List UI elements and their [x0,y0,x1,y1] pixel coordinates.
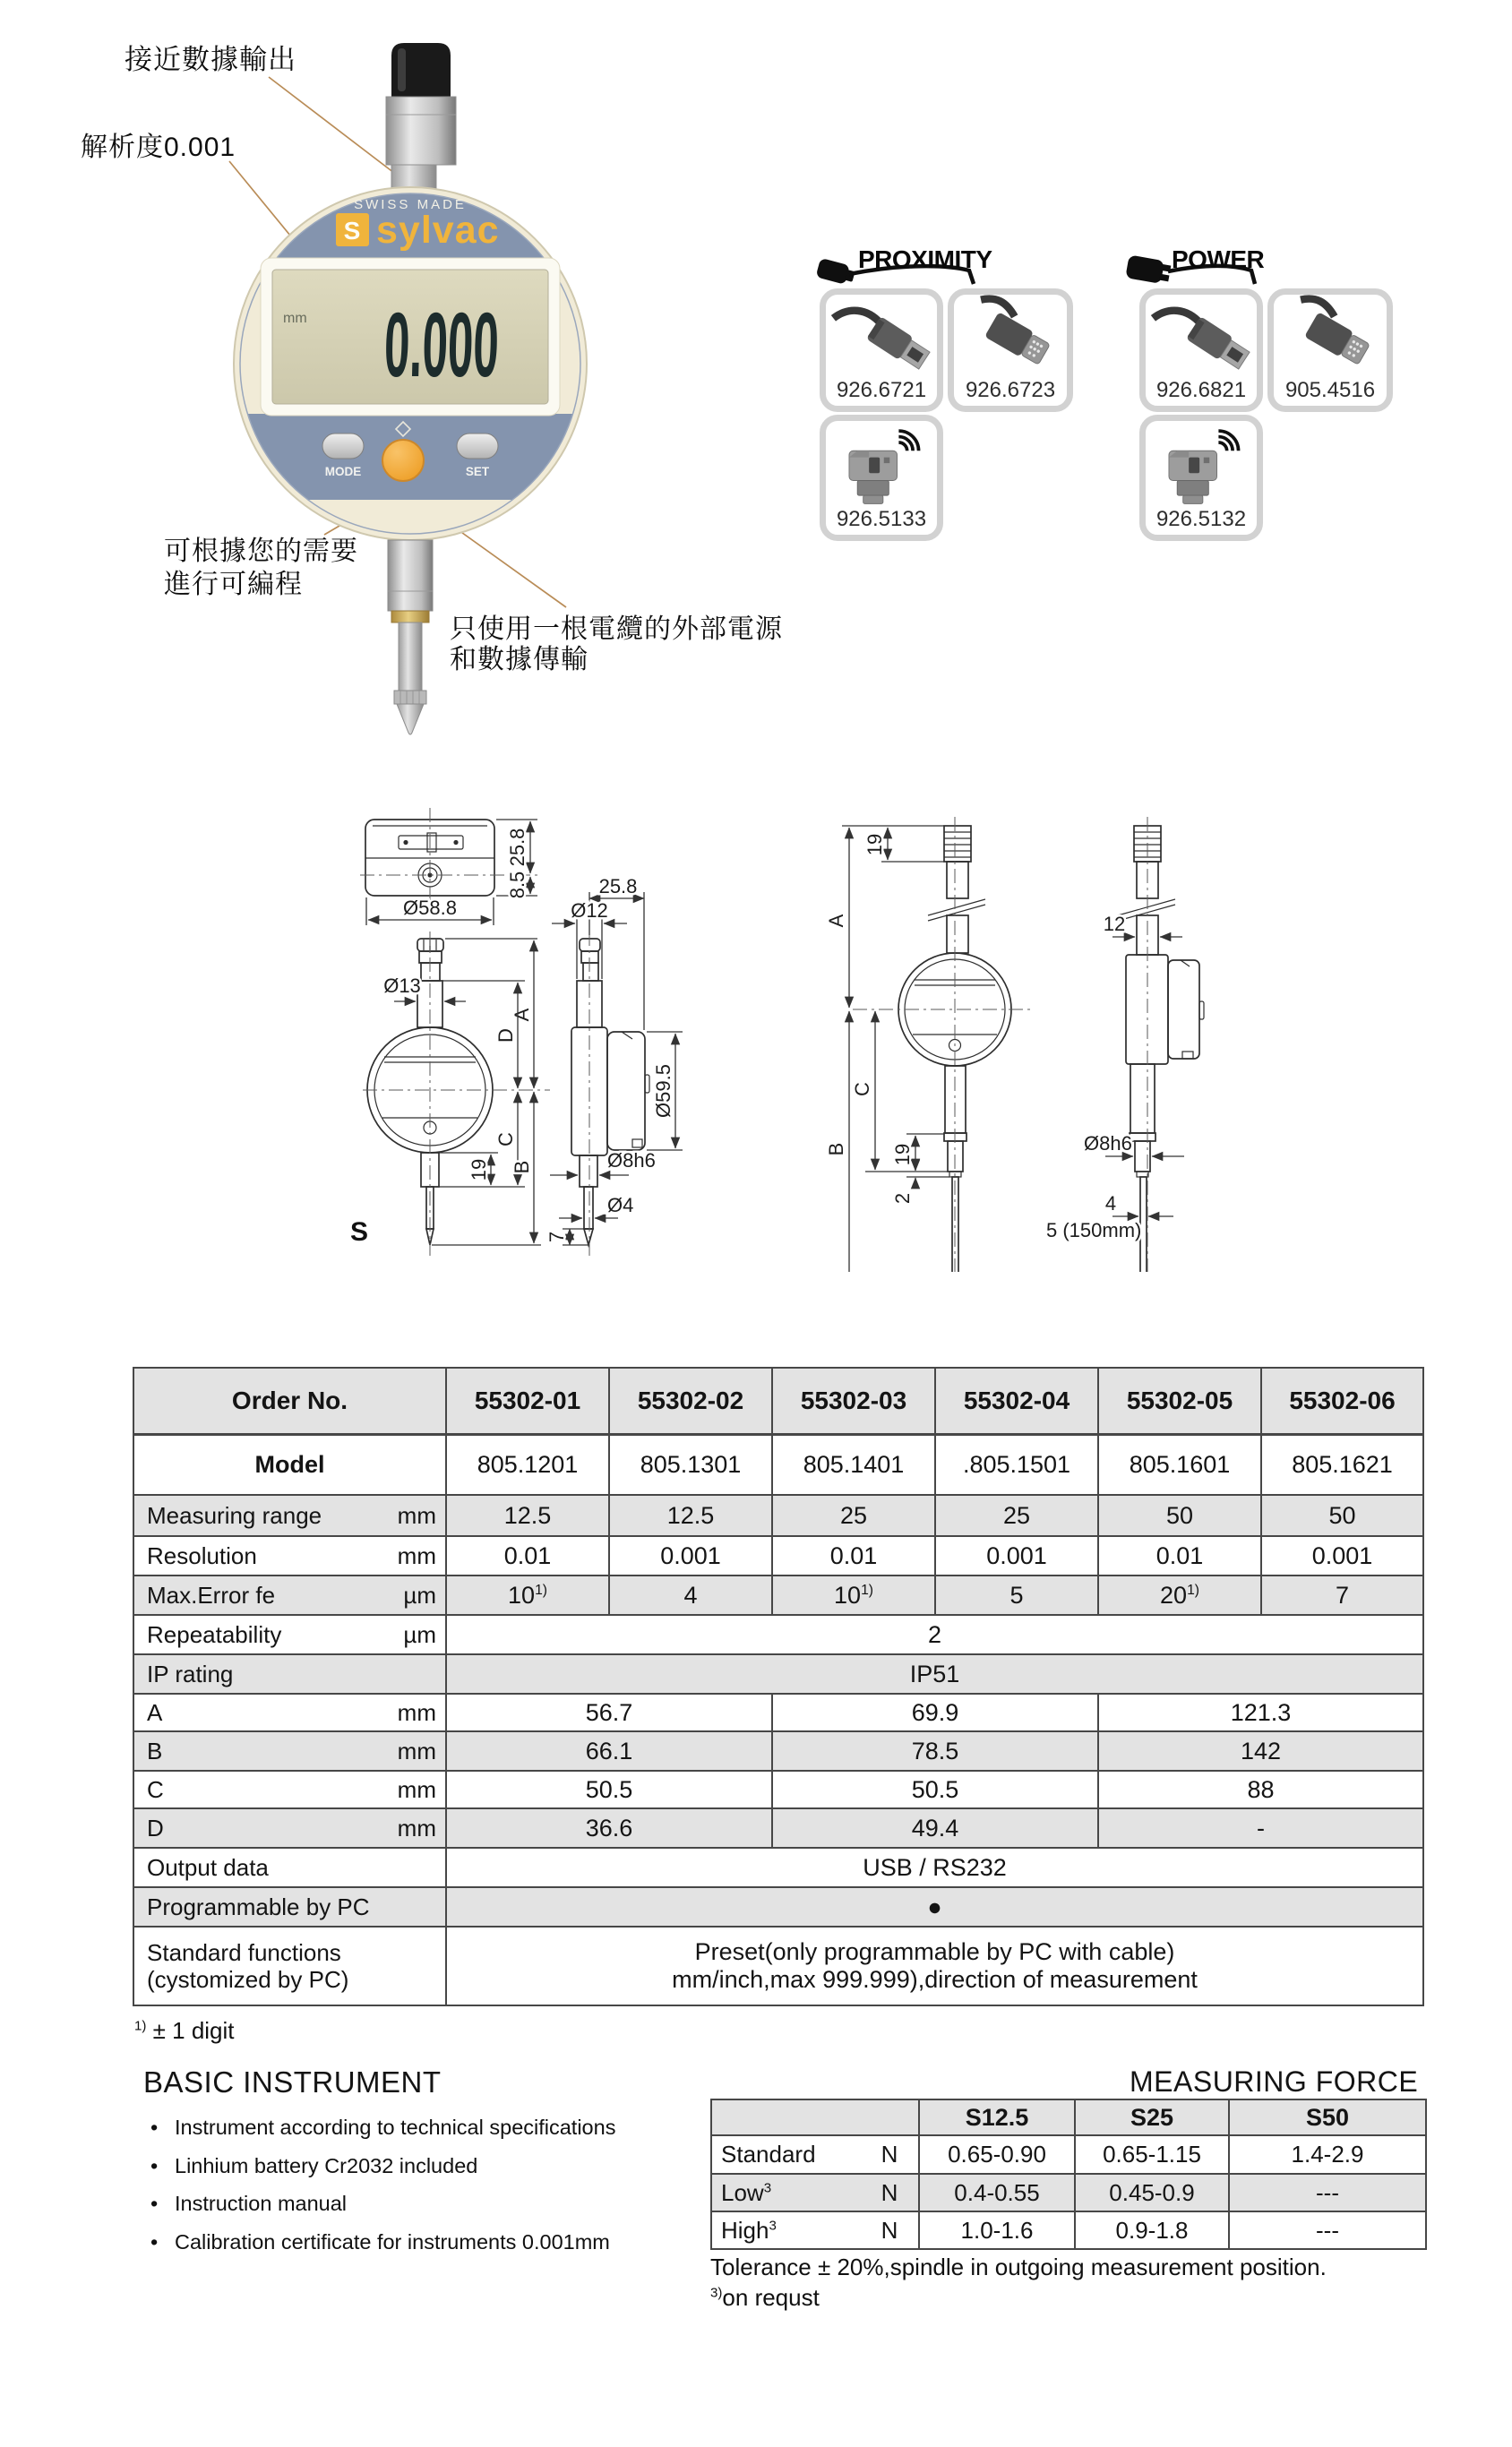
spec-cell [1098,1694,1423,1731]
note2-sup: 3) [710,2285,723,2301]
spec-cell-value: IP51 [909,1660,960,1687]
part-number: 926.6721 [836,378,927,402]
footnote-text: ± 1 digit [146,2017,235,2044]
drawing-top-view [360,808,537,925]
basic-instrument-title: BASIC INSTRUMENT [143,2065,442,2099]
spec-footnote [134,2017,235,2045]
measuring-force-title: MEASURING FORCE [1130,2065,1419,2098]
dim-label: D [494,1028,517,1043]
dim-label: Ø59.5 [652,1064,674,1118]
spec-cell-value: 88 [1247,1775,1275,1803]
sylvac-logo [336,209,500,252]
row-label-text: Programmable by PC [147,1893,370,1920]
usb-connector-image [1146,295,1257,379]
spec-cell [446,1654,1423,1694]
mf-unit-cell: N [861,2135,919,2174]
technical-drawings [296,797,1272,1272]
spec-cell [609,1536,772,1576]
mf-unit-cell: N [861,2174,919,2211]
dim-label: 5 (150mm) [1046,1219,1142,1241]
model-value: 805.1201 [446,1434,609,1495]
table-row [133,1434,1423,1495]
sylvac-logo-text: sylvac [376,209,500,252]
mf-row-label-sup: 3 [769,2217,777,2233]
list-item [150,2116,615,2140]
table-row [133,1694,1423,1731]
dim-label: 19 [891,1143,914,1166]
spec-row-label [133,1694,446,1731]
list-item-text: • Instruction manual [175,2192,348,2215]
spec-cell [446,1536,609,1576]
annotation-resolution: 解析度0.001 [81,133,236,162]
mf-col-header: S12.5 [919,2099,1075,2135]
order-no-value: 55302-03 [772,1368,935,1434]
dim-label: 8.5 [506,871,528,899]
spec-row-label [133,1654,446,1694]
row-label-text: Repeatability [147,1621,282,1648]
spec-cell-value: 2 [927,1620,942,1648]
row-unit: mm [397,1542,436,1569]
table-row [133,1495,1423,1536]
spec-row-label [133,1887,446,1927]
spec-cell-value: 10 [834,1581,862,1609]
spec-cell-sup: 1) [535,1582,547,1598]
mf-corner-cell [711,2099,919,2135]
spec-cell-value: 25 [839,1501,868,1529]
rs232-connector-image [1275,295,1386,379]
footnote-sup: 1) [134,2018,147,2034]
dim-label: 19 [863,833,886,856]
list-item-text: • Linhium battery Cr2032 included [175,2153,478,2177]
spec-cell [446,1615,1423,1654]
annotation-programmable [164,535,358,601]
dim-label: Ø58.8 [403,897,457,919]
dim-label: 7 [546,1231,568,1243]
part-number: 905.4516 [1284,378,1376,402]
device-face [233,187,588,540]
table-row [133,1848,1423,1887]
row-label-text: Measuring range [147,1502,322,1529]
table-row [133,1536,1423,1576]
spec-cell [446,1694,772,1731]
spec-cell [446,1887,1423,1927]
spec-cell-value: 50.5 [911,1775,959,1803]
row-label-text: D [147,1815,164,1842]
spec-cell-value2: mm/inch,max 999.999),direction of measurement [672,1966,1198,1993]
cable-card-926-6721 [820,288,943,412]
spec-row-label [133,1615,446,1654]
row-label-text: Output data [147,1854,269,1881]
spec-cell [772,1576,935,1615]
spec-cell-value: 12.5 [503,1501,552,1529]
part-number: 926.5133 [836,507,927,531]
dim-label: C [494,1132,517,1146]
spec-cell-value: 12.5 [666,1501,715,1529]
row-label-text: Resolution [147,1542,257,1569]
dim-label: C [851,1082,873,1096]
annotation-programmable-line1: 可根據您的需要 [164,537,358,566]
drawing-front-view-long [825,817,1032,1272]
measuring-force-note2 [710,2284,820,2312]
usb-connector-image [826,295,937,379]
order-no-header: Order No. [133,1368,446,1434]
spec-cell-value: USB / RS232 [863,1853,1007,1881]
spec-row-label [133,1731,446,1771]
model-value: .805.1501 [935,1434,1098,1495]
part-number: 926.6723 [965,378,1056,402]
spec-cell [446,1771,772,1808]
row-label-text: B [147,1738,163,1764]
annotation-cable [450,614,783,675]
spec-cell-value: 50 [1328,1501,1356,1529]
spec-cell [1098,1731,1423,1771]
spec-cell [609,1495,772,1536]
table-row [133,1771,1423,1808]
basic-instrument-list [150,2116,615,2268]
spec-cell [772,1808,1098,1848]
cable-card-926-5133 [820,415,943,541]
spec-cell-value: 69.9 [911,1698,959,1726]
spec-cell [1098,1576,1261,1615]
dim-label: Ø4 [607,1194,634,1216]
mf-row-label [711,2211,861,2249]
mf-value-cell: 1.4-2.9 [1229,2135,1426,2174]
mf-value-cell: 0.65-0.90 [919,2135,1075,2174]
spec-cell [772,1694,1098,1731]
spec-cell-value: 4 [683,1581,698,1609]
spec-cell-value: 49.4 [911,1814,959,1842]
table-row [711,2174,1426,2211]
dim-label: Ø12 [571,899,608,922]
wireless-transmitter-image [826,421,937,508]
table-row [133,1576,1423,1615]
row-unit: µm [403,1621,436,1648]
annotation-cable-line2: 和數據傳輸 [450,645,588,674]
model-header: Model [133,1434,446,1495]
list-item [150,2230,615,2254]
spec-cell [1261,1495,1423,1536]
mf-row-label-text: High [721,2216,769,2244]
dim-label: 25.8 [598,875,638,897]
rs232-connector-image [955,295,1066,379]
dim-label: Ø8h6 [607,1149,656,1172]
spec-cell-value: Preset(only programmable by PC with cable) [694,1938,1175,1965]
drawing-side-view-long [1046,817,1204,1272]
row-label-text: Max.Error fe [147,1582,276,1609]
spec-cell [935,1495,1098,1536]
spec-cell [446,1927,1423,2005]
lcd-unit: mm [283,311,307,326]
part-number: 926.6821 [1155,378,1247,402]
dim-label: 25.8 [506,828,528,867]
spec-cell-value: 10 [508,1581,536,1609]
row-unit: mm [397,1776,436,1803]
row-label-text2: (cystomized by PC) [147,1966,349,1993]
spec-cell [935,1536,1098,1576]
mode-button-label: MODE [324,465,362,478]
order-no-value: 55302-02 [609,1368,772,1434]
drawing-front-view-s [350,932,550,1256]
order-no-value: 55302-05 [1098,1368,1261,1434]
lcd-value: 0.000 [382,294,501,397]
spec-cell-value: 0.001 [1311,1541,1373,1569]
device-spindle [388,540,433,734]
spec-cell-value: 36.6 [585,1814,633,1842]
spec-cell-sup: 1) [861,1582,873,1598]
row-unit: mm [397,1502,436,1529]
mf-value-cell: 0.65-1.15 [1075,2135,1229,2174]
dim-label: 19 [468,1158,490,1181]
table-row [133,1731,1423,1771]
model-value: 805.1621 [1261,1434,1423,1495]
spec-cell-value: 56.7 [585,1698,633,1726]
spec-cell [446,1848,1423,1887]
spec-cell-value: 7 [1335,1581,1350,1609]
dim-label: 12 [1103,913,1126,935]
cable-card-926-6821 [1139,288,1263,412]
model-value: 805.1301 [609,1434,772,1495]
spec-cell-value: 0.01 [1155,1541,1204,1569]
wireless-transmitter-image [1146,421,1257,508]
table-row [711,2135,1426,2174]
spec-row-label [133,1536,446,1576]
power-title: POWER [1172,245,1265,273]
spec-cell-value: 20 [1160,1581,1188,1609]
spec-cell-value: 0.001 [660,1541,721,1569]
spec-cell [1261,1576,1423,1615]
spec-cell-value: 0.01 [503,1541,552,1569]
spec-row-label [133,1771,446,1808]
row-unit: µm [403,1582,436,1609]
spec-cell [935,1576,1098,1615]
annotation-data-output: 接近數據輸出 [125,44,296,75]
spec-cell-value: 25 [1002,1501,1031,1529]
spec-cell [1261,1536,1423,1576]
spec-cell [446,1576,609,1615]
row-unit: mm [397,1699,436,1726]
list-item-text: • Calibration certificate for instruments 0.001mm [175,2229,610,2254]
mf-col-header: S50 [1229,2099,1426,2135]
spec-cell-sup: 1) [1187,1582,1199,1598]
spec-cell-value: - [1257,1814,1265,1842]
cable-card-905-4516 [1267,288,1393,412]
mf-value-cell: --- [1229,2174,1426,2211]
row-label-text: C [147,1776,164,1803]
mf-value-cell: 0.4-0.55 [919,2174,1075,2211]
device-top-cap [386,43,456,192]
table-row [133,1654,1423,1694]
spec-cell [446,1731,772,1771]
annotation-cable-line1: 只使用一根電纜的外部電源 [450,614,783,644]
spec-row-label [133,1848,446,1887]
mf-value-cell: 0.9-1.8 [1075,2211,1229,2249]
dim-label: Ø13 [383,975,421,997]
spec-cell [772,1495,935,1536]
mf-unit-cell: N [861,2211,919,2249]
table-row [133,1615,1423,1654]
spec-cell-value: 50.5 [585,1775,633,1803]
table-row [711,2211,1426,2249]
cable-card-926-5132 [1139,415,1263,541]
order-no-value: 55302-04 [935,1368,1098,1434]
mf-row-label-sup: 3 [763,2179,772,2195]
dim-label: 2 [891,1192,914,1205]
dim-label: B [825,1142,847,1156]
list-item [150,2154,615,2178]
part-number: 926.5132 [1155,507,1247,531]
list-item-text: • Instrument according to technical specifications [175,2116,616,2139]
table-row [133,1927,1423,2005]
proximity-title: PROXIMITY [858,245,992,273]
spec-cell [1098,1536,1261,1576]
spec-cell-value: 0.01 [829,1541,878,1569]
sylvac-logo-initial: S [343,217,361,245]
set-button-label: SET [465,465,490,478]
table-row [133,1887,1423,1927]
order-no-value: 55302-01 [446,1368,609,1434]
row-unit: mm [397,1738,436,1764]
mf-value-cell: 0.45-0.9 [1075,2174,1229,2211]
dim-label: 4 [1104,1192,1117,1215]
mf-col-header: S25 [1075,2099,1229,2135]
spec-cell-value: ● [927,1893,942,1920]
spec-row-label [133,1808,446,1848]
spec-cell-value: 66.1 [585,1737,633,1764]
spec-cell-value: 5 [1009,1581,1024,1609]
spec-cell [1098,1495,1261,1536]
list-item [150,2192,615,2216]
spec-cell [446,1495,609,1536]
spec-row-label [133,1576,446,1615]
spec-table [133,1367,1424,2006]
model-value: 805.1401 [772,1434,935,1495]
table-row [133,1368,1423,1434]
cable-card-926-6723 [948,288,1073,412]
table-row [711,2099,1426,2135]
swiss-made-label: SWISS MADE [354,197,467,212]
spec-cell [609,1576,772,1615]
table-row [133,1808,1423,1848]
note2-text: on requst [722,2284,820,2311]
measuring-force-note1: Tolerance ± 20%,spindle in outgoing measurement position. [710,2254,1327,2280]
spec-cell-value: 0.001 [986,1541,1047,1569]
dim-label: A [511,1008,533,1022]
row-label-text: IP rating [147,1661,234,1687]
spec-row-label [133,1495,446,1536]
dim-label: B [511,1160,533,1174]
spec-cell [772,1731,1098,1771]
drawing-side-view-s [546,875,683,1256]
dim-label: A [825,914,847,928]
spec-cell [1098,1808,1423,1848]
mf-row-label-text: Low [721,2178,764,2206]
order-no-value: 55302-06 [1261,1368,1423,1434]
mf-row-label [711,2174,861,2211]
mf-value-cell: 1.0-1.6 [919,2211,1075,2249]
spec-row-label [133,1927,446,2005]
variant-label: S [350,1217,369,1247]
mf-row-label [711,2135,861,2174]
row-label-text: A [147,1699,163,1726]
spec-cell [446,1808,772,1848]
spec-cell-value: 121.3 [1230,1698,1292,1726]
mode-button [322,434,364,478]
mf-row-label-text: Standard [721,2141,816,2168]
annotation-programmable-line2: 進行可編程 [164,570,303,599]
spec-cell [772,1771,1098,1808]
row-label-text: Standard functions [147,1939,341,1966]
model-value: 805.1601 [1098,1434,1261,1495]
measuring-force-table [710,2099,1427,2250]
spec-cell-value: 142 [1240,1737,1282,1764]
lcd-display [261,258,560,416]
spec-cell-value: 50 [1165,1501,1194,1529]
spec-cell-value: 78.5 [911,1737,959,1764]
spec-cell [772,1536,935,1576]
dim-label: Ø8h6 [1084,1132,1132,1155]
row-unit: mm [397,1815,436,1842]
spec-cell [1098,1771,1423,1808]
mf-value-cell: --- [1229,2211,1426,2249]
